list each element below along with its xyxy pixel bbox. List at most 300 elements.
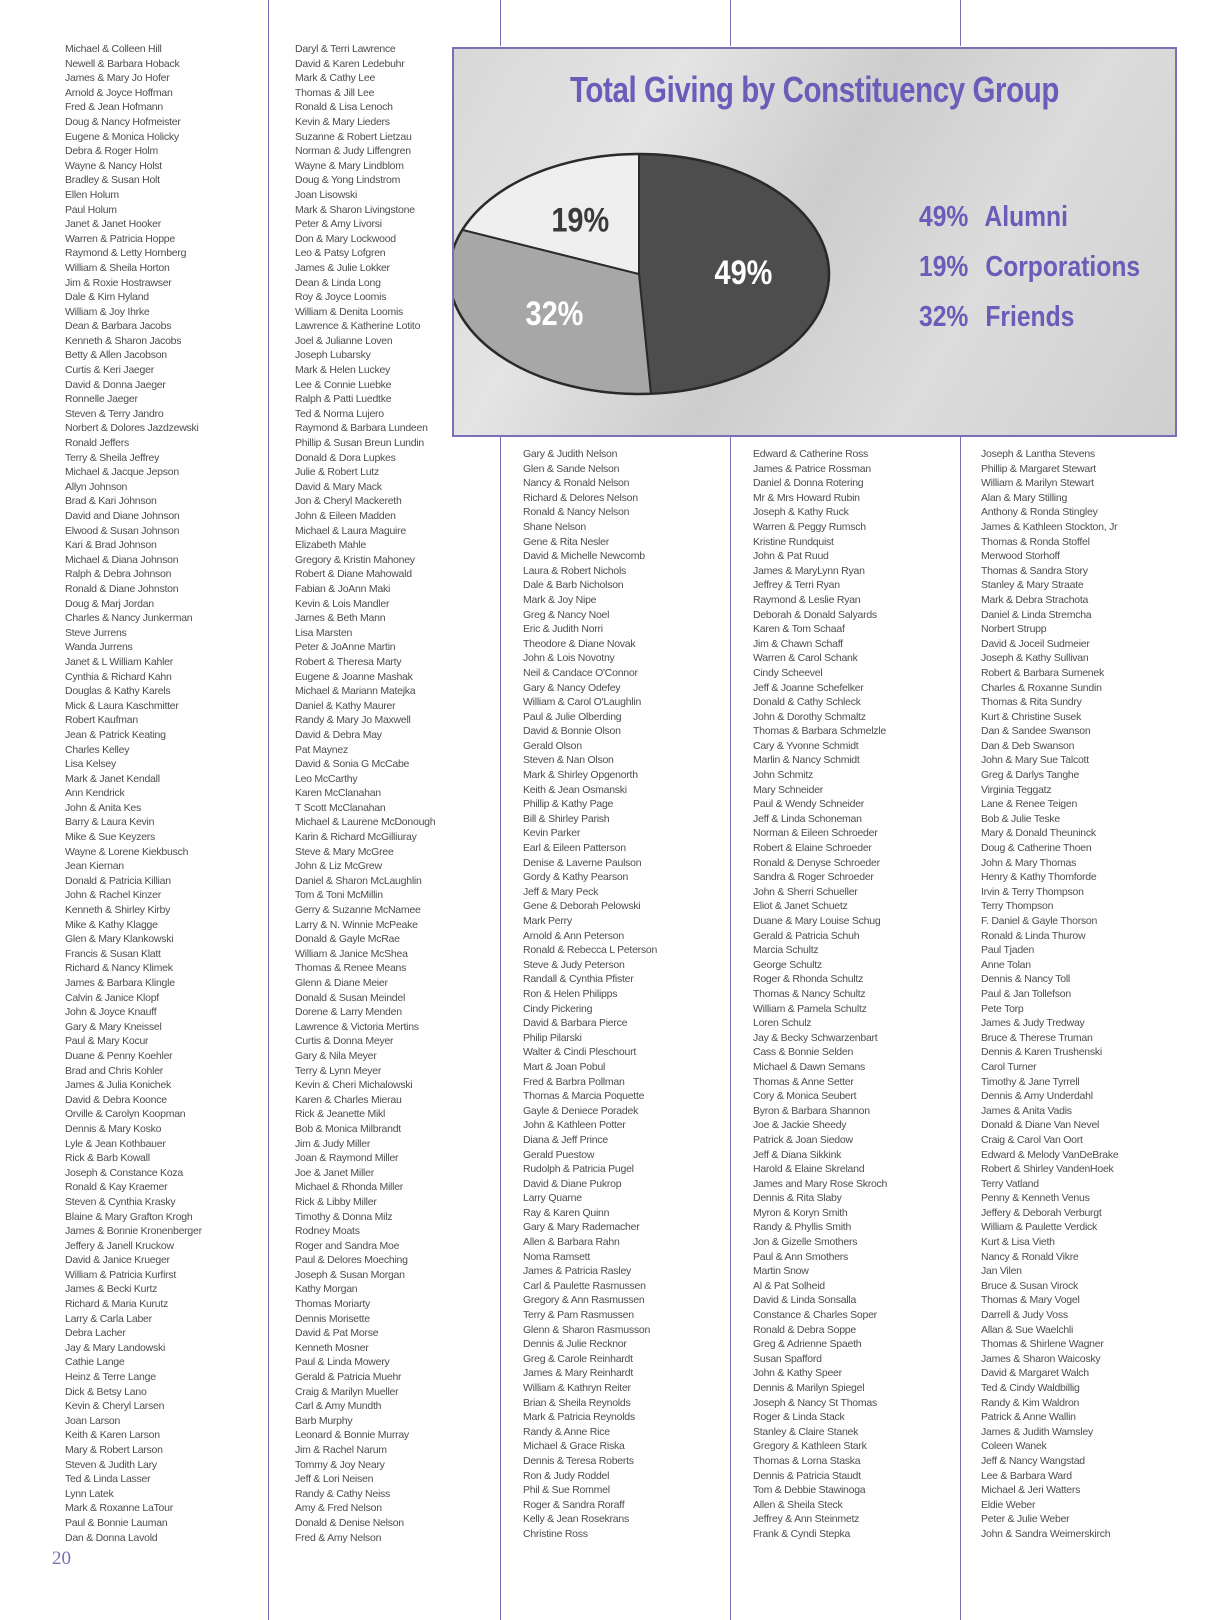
donor-name: Kevin & Cheryl Larsen <box>65 1400 165 1413</box>
donor-name: Ronald & Diane Johnston <box>65 582 179 595</box>
legend-label: Friends <box>985 301 1075 333</box>
donor-name: Cindy Scheevel <box>753 666 823 679</box>
donor-name: Daniel & Donna Rotering <box>753 477 864 490</box>
donor-name: Eldie Weber <box>981 1498 1036 1511</box>
donor-name: Norman & Judy Liffengren <box>295 145 411 158</box>
donor-name: Paul Holum <box>65 203 117 216</box>
donor-name: James & Becki Kurtz <box>65 1283 158 1296</box>
donor-name: Jim & Rachel Narum <box>295 1444 387 1456</box>
donor-name: Terry Thompson <box>981 900 1054 913</box>
donor-name: Kenneth & Sharon Jacobs <box>65 334 182 347</box>
donor-name: Susan Spafford <box>753 1352 822 1365</box>
donor-name: Steven & Judith Lary <box>65 1458 157 1471</box>
donor-name: Karen & Tom Schaaf <box>753 623 845 636</box>
donor-list-column-2 <box>295 42 435 1545</box>
donor-name: Dale & Kim Hyland <box>65 291 149 304</box>
donor-name: T Scott McClanahan <box>295 801 386 814</box>
donor-name: Mark Perry <box>523 915 572 927</box>
donor-name: Steve & Judy Peterson <box>523 958 625 971</box>
donor-name: Gary & Mary Rademacher <box>523 1221 640 1234</box>
chart-title: Total Giving by Constituency Group <box>569 69 1060 110</box>
donor-name: Thomas & Renee Means <box>295 962 407 975</box>
donor-name: Joan & Raymond Miller <box>295 1152 399 1165</box>
donor-name: James & Mary Reinhardt <box>523 1367 634 1380</box>
donor-name: Eugene & Monica Holicky <box>65 130 179 143</box>
donor-name: Ray & Karen Quinn <box>523 1206 610 1219</box>
donor-name: Glen & Sande Nelson <box>523 462 620 475</box>
donor-name: Coleen Wanek <box>981 1440 1047 1453</box>
donor-name: Norbert & Dolores Jazdzewski <box>65 422 199 435</box>
donor-name: Brad & Kari Johnson <box>65 495 157 508</box>
donor-name: Dennis & Julie Recknor <box>523 1338 627 1351</box>
donor-name: David & Janice Krueger <box>65 1254 170 1267</box>
donor-name: Richard & Maria Kurutz <box>65 1298 169 1311</box>
donor-name: Janet & Janet Hooker <box>65 218 161 231</box>
donor-name: Thomas & Jill Lee <box>295 86 375 99</box>
donor-name: David & Debra May <box>295 728 382 741</box>
donor-name: F. Daniel & Gayle Thorson <box>981 915 1098 927</box>
donor-name: Terry Vatland <box>981 1177 1039 1190</box>
donor-name: Bob & Monica Milbrandt <box>295 1122 401 1135</box>
donor-name: Ronald & Lisa Lenoch <box>295 101 393 114</box>
donor-name: Charles Kelley <box>65 743 130 756</box>
donor-name: Ronald & Debra Soppe <box>753 1323 856 1336</box>
donor-name: Bradley & Susan Holt <box>65 174 160 187</box>
donor-name: James & Sharon Waicosky <box>981 1352 1101 1365</box>
donor-name: Rick & Barb Kowall <box>65 1152 150 1165</box>
legend-item-corporations <box>919 251 1140 301</box>
donor-name: Pat Maynez <box>295 743 348 756</box>
donor-name: Mark & Helen Luckey <box>295 364 391 377</box>
donor-name: George Schultz <box>753 958 822 971</box>
donor-name: Glenn & Sharon Rasmusson <box>523 1323 651 1336</box>
donor-name: Mark & Patricia Reynolds <box>523 1411 635 1424</box>
donor-name: Randall & Cynthia Pfister <box>523 973 634 986</box>
donor-name: Jay & Becky Schwarzenbart <box>753 1031 878 1044</box>
donor-name: Dan & Deb Swanson <box>981 739 1075 752</box>
donor-name: Debra & Roger Holm <box>65 145 158 158</box>
donor-name: Virginia Teggatz <box>981 783 1052 796</box>
donor-name: John & Dorothy Schmaltz <box>753 710 866 723</box>
donor-name: Jan Vilen <box>981 1265 1022 1278</box>
donor-name: Thomas & Marcia Poquette <box>523 1090 645 1103</box>
donor-name: John & Mary Thomas <box>981 856 1077 869</box>
donor-name: Henry & Kathy Thomforde <box>981 871 1097 884</box>
donor-name: Patrick & Joan Siedow <box>753 1133 853 1146</box>
donor-name: Wayne & Mary Lindblom <box>295 159 404 172</box>
donor-name: John & Sherri Schueller <box>753 885 858 898</box>
donor-name: Ralph & Patti Luedtke <box>295 393 392 406</box>
donor-name: Randy & Cathy Neiss <box>295 1487 391 1500</box>
donor-name: Cory & Monica Seubert <box>753 1090 857 1103</box>
donor-name: James & Bonnie Kronenberger <box>65 1225 202 1238</box>
donor-name: Mike & Sue Keyzers <box>65 831 156 844</box>
donor-name: Robert & Barbara Sumenek <box>981 666 1104 679</box>
donor-name: Mark & Debra Strachota <box>981 593 1089 606</box>
donor-name: Tom & Toni McMillin <box>295 889 383 902</box>
donor-name: Dick & Betsy Lano <box>65 1385 147 1398</box>
donor-name: Bob & Julie Teske <box>981 812 1061 825</box>
donor-name: Edward & Catherine Ross <box>753 448 869 460</box>
donor-name: Gerald & Patricia Schuh <box>753 929 860 942</box>
donor-name: Frank & Cyndi Stepka <box>753 1527 851 1540</box>
donor-name: Mark & Roxanne LaTour <box>65 1502 173 1515</box>
donor-name: Roger & Sandra Roraff <box>523 1498 625 1511</box>
donor-name: Jeffery & Deborah Verburgt <box>981 1206 1102 1219</box>
donor-name: Daniel & Kathy Maurer <box>295 699 396 712</box>
donor-name: Larry Quarne <box>523 1192 582 1205</box>
donor-name: Diana & Jeff Prince <box>523 1133 608 1146</box>
donor-name: Richard & Delores Nelson <box>523 491 638 504</box>
donor-name: Michael & Jeri Watters <box>981 1484 1081 1497</box>
donor-name: Brad and Chris Kohler <box>65 1064 164 1077</box>
donor-name: William & Marilyn Stewart <box>981 477 1094 490</box>
donor-name: James & Judy Tredway <box>981 1017 1085 1030</box>
donor-name: Shane Nelson <box>523 520 586 533</box>
donor-name: William & Carol O'Laughlin <box>523 696 642 709</box>
donor-name: Ronald & Kay Kraemer <box>65 1181 168 1194</box>
donor-name: John & Sandra Weimerskirch <box>981 1527 1111 1540</box>
donor-name: Eliot & Janet Schuetz <box>753 900 848 913</box>
donor-name: Ronald Jeffers <box>65 437 130 450</box>
donor-name: David & Diane Pukrop <box>523 1177 622 1190</box>
donor-name: Robert & Theresa Marty <box>295 655 402 668</box>
donor-name: Francis & Susan Klatt <box>65 947 161 960</box>
donor-name: Kelly & Jean Rosekrans <box>523 1513 629 1526</box>
donor-name: Philip Pilarski <box>523 1031 582 1044</box>
donor-name: Mr & Mrs Howard Rubin <box>753 491 860 504</box>
donor-name: Jeff & Lori Neisen <box>295 1473 374 1486</box>
donor-name: Michael & Laurene McDonough <box>295 816 436 829</box>
donor-name: James & Patricia Rasley <box>523 1265 632 1278</box>
donor-name: Tom & Debbie Stawinoga <box>753 1484 866 1497</box>
donor-name: Roger & Linda Stack <box>753 1411 845 1424</box>
legend-pct: 19% <box>919 251 969 283</box>
donor-name: Janet & L William Kahler <box>65 655 173 668</box>
donor-name: Mark & Janet Kendall <box>65 772 160 785</box>
donor-name: James & MaryLynn Ryan <box>753 564 865 577</box>
donor-name: Laura & Robert Nichols <box>523 564 627 577</box>
donor-name: Raymond & Barbara Lundeen <box>295 422 428 435</box>
donor-name: Pete Torp <box>981 1002 1024 1015</box>
donor-name: Daryl & Terri Lawrence <box>295 43 396 55</box>
donor-name: Constance & Charles Soper <box>753 1309 877 1322</box>
donor-name: Gerald Puestow <box>523 1148 595 1161</box>
donor-name: Fred & Jean Hofmann <box>65 101 163 114</box>
donor-name: Al & Pat Solheid <box>753 1279 825 1292</box>
donor-name: Steve & Mary McGree <box>295 845 394 858</box>
donor-name: Michael & Colleen Hill <box>65 43 162 55</box>
donor-name: Charles & Roxanne Sundin <box>981 681 1102 694</box>
donor-name: Ronald & Linda Thurow <box>981 929 1086 942</box>
donor-name: Lawrence & Katherine Lotito <box>295 320 421 333</box>
legend-label: Alumni <box>984 201 1068 233</box>
donor-name: Wayne & Nancy Holst <box>65 159 162 172</box>
donor-name: David & Linda Sonsalla <box>753 1294 857 1307</box>
donor-name: John & Anita Kes <box>65 801 141 814</box>
donor-name: Ralph & Debra Johnson <box>65 568 172 581</box>
donor-name: Greg & Nancy Noel <box>523 608 610 621</box>
donor-name: Newell & Barbara Hoback <box>65 57 180 70</box>
giving-chart-panel <box>452 47 1177 437</box>
donor-name: David & Debra Koonce <box>65 1093 167 1106</box>
donor-name: Dennis & Rita Slaby <box>753 1192 842 1205</box>
legend-label: Corporations <box>985 251 1141 283</box>
donor-name: Dan & Donna Lavold <box>65 1531 158 1544</box>
donor-name: Douglas & Kathy Karels <box>65 685 171 698</box>
pie-slice-label: 32% <box>525 293 584 333</box>
donor-name: Marcia Schultz <box>753 944 819 957</box>
donor-name: Donald & Patricia Killian <box>65 874 171 887</box>
donor-name: Kevin & Lois Mandler <box>295 597 390 610</box>
donor-name: Earl & Eileen Patterson <box>523 842 626 855</box>
donor-name: Jon & Gizelle Smothers <box>753 1236 858 1249</box>
donor-name: Robert & Elaine Schroeder <box>753 842 872 855</box>
donor-name: Noma Ramsett <box>523 1250 591 1263</box>
donor-name: Dan & Sandee Swanson <box>981 725 1091 738</box>
donor-name: Deborah & Donald Salyards <box>753 608 877 621</box>
donor-name: Arnold & Joyce Hoffman <box>65 86 173 99</box>
donor-name: Anne Tolan <box>981 958 1031 971</box>
donor-name: Robert Kaufman <box>65 714 138 727</box>
donor-name: Thomas Moriarty <box>295 1298 371 1311</box>
donor-name: Donald & Cathy Schleck <box>753 696 861 709</box>
donor-name: Karen & Charles Mierau <box>295 1093 402 1106</box>
donor-name: Kenneth Mosner <box>295 1341 369 1354</box>
donor-name: James & Barbara Klingle <box>65 977 175 989</box>
donor-name: Heinz & Terre Lange <box>65 1371 156 1384</box>
donor-name: Rick & Jeanette Mikl <box>295 1108 386 1121</box>
donor-name: Ted & Linda Lasser <box>65 1473 151 1486</box>
donor-name: Steven & Cynthia Krasky <box>65 1195 176 1208</box>
donor-name: Glen & Mary Klankowski <box>65 933 174 946</box>
donor-name: Denise & Laverne Paulson <box>523 856 642 869</box>
donor-name: Myron & Koryn Smith <box>753 1206 848 1219</box>
donor-name: Kevin & Mary Lieders <box>295 115 390 128</box>
donor-name: Peter & Amy Livorsi <box>295 218 382 231</box>
donor-name: Lawrence & Victoria Mertins <box>295 1020 419 1033</box>
donor-name: Sandra & Roger Schroeder <box>753 871 874 884</box>
donor-name: Paul & Jan Tollefson <box>981 987 1071 1000</box>
donor-name: William & Pamela Schultz <box>753 1002 867 1015</box>
donor-name: Warren & Patricia Hoppe <box>65 232 175 245</box>
donor-name: Dennis & Mary Kosko <box>65 1122 162 1135</box>
donor-name: James & Julie Lokker <box>295 261 390 274</box>
donor-name: Dale & Barb Nicholson <box>523 579 624 592</box>
donor-name: Michael & Dawn Semans <box>753 1060 866 1073</box>
donor-name: Doug & Yong Lindstrom <box>295 174 401 187</box>
donor-name: Greg & Carole Reinhardt <box>523 1352 633 1365</box>
donor-name: Doug & Nancy Hofmeister <box>65 115 181 128</box>
donor-name: David & Michelle Newcomb <box>523 550 645 563</box>
column-divider <box>960 0 961 46</box>
donor-list-column-3 <box>523 447 657 1542</box>
donor-name: Mary Schneider <box>753 783 824 796</box>
donor-name: Jeffery & Janell Kruckow <box>65 1239 174 1252</box>
donor-name: Duane & Mary Louise Schug <box>753 915 881 927</box>
donor-name: Randy & Kim Waldron <box>981 1396 1080 1409</box>
donor-name: Kari & Brad Johnson <box>65 539 157 552</box>
donor-name: Barb Murphy <box>295 1414 353 1427</box>
donor-name: Kristine Rundquist <box>753 535 834 548</box>
donor-name: Lisa Marsten <box>295 626 353 639</box>
donor-name: Ron & Helen Philipps <box>523 987 618 1000</box>
donor-name: Jay & Mary Landowski <box>65 1341 166 1354</box>
donor-name: Gene & Deborah Pelowski <box>523 900 641 913</box>
donor-name: Doug & Catherine Thoen <box>981 842 1092 855</box>
donor-name: Leo & Patsy Lofgren <box>295 247 386 260</box>
donor-name: David & Margaret Walch <box>981 1367 1089 1380</box>
donor-name: Gerald Olson <box>523 739 582 752</box>
donor-name: Jeff & Linda Schoneman <box>753 812 862 825</box>
donor-name: Mark & Sharon Livingstone <box>295 203 415 216</box>
donor-name: David & Donna Jaeger <box>65 378 166 391</box>
column-divider <box>268 0 269 1620</box>
donor-name: Marlin & Nancy Schmidt <box>753 754 860 767</box>
donor-name: Jeffrey & Ann Steinmetz <box>753 1513 860 1526</box>
donor-name: Gary & Nancy Odefey <box>523 681 621 694</box>
donor-name: Roy & Joyce Loomis <box>295 291 387 304</box>
donor-name: Jim & Chawn Schaff <box>753 637 843 650</box>
donor-name: Phil & Sue Rommel <box>523 1484 610 1497</box>
donor-name: David & Pat Morse <box>295 1327 379 1340</box>
donor-name: Allen & Sheila Steck <box>753 1498 843 1511</box>
donor-name: John & Joyce Knauff <box>65 1006 157 1019</box>
donor-name: Fabian & JoAnn Maki <box>295 582 391 595</box>
pie-slice-label: 49% <box>714 252 773 292</box>
donor-name: Gayle & Deniece Poradek <box>523 1104 639 1117</box>
donor-name: Randy & Phyllis Smith <box>753 1221 852 1234</box>
donor-name: Michael & Grace Riska <box>523 1440 625 1453</box>
donor-name: Gregory & Ann Rasmussen <box>523 1294 645 1307</box>
donor-name: Leo McCarthy <box>295 772 358 785</box>
donor-name: John Schmitz <box>753 769 814 782</box>
donor-name: Paul Tjaden <box>981 944 1035 957</box>
donor-name: Phillip & Susan Breun Lundin <box>295 437 425 450</box>
donor-name: Paul & Delores Moeching <box>295 1254 408 1267</box>
donor-name: Steve Jurrens <box>65 626 127 639</box>
donor-name: Joseph & Nancy St Thomas <box>753 1396 877 1409</box>
donor-name: Rudolph & Patricia Pugel <box>523 1163 634 1176</box>
donor-list-column-1 <box>65 42 202 1545</box>
donor-name: Ellen Holum <box>65 188 119 201</box>
donor-name: Arnold & Ann Peterson <box>523 929 624 942</box>
donor-name: Mike & Kathy Klagge <box>65 918 158 931</box>
donor-name: Bruce & Therese Truman <box>981 1031 1093 1044</box>
donor-name: William & Joy Ihrke <box>65 305 150 318</box>
donor-name: Blaine & Mary Grafton Krogh <box>65 1210 193 1223</box>
donor-name: Thomas & Sandra Story <box>981 564 1088 577</box>
donor-name: Joseph & Constance Koza <box>65 1166 183 1179</box>
donor-name: Ron & Judy Roddel <box>523 1469 610 1482</box>
donor-name: Thomas & Rita Sundry <box>981 696 1082 709</box>
donor-name: Robert & Diane Mahowald <box>295 568 412 581</box>
donor-name: John & Mary Sue Talcott <box>981 754 1089 767</box>
donor-name: Kevin Parker <box>523 827 581 840</box>
donor-name: Michael & Jacque Jepson <box>65 466 179 479</box>
donor-name: Peter & Julie Weber <box>981 1513 1070 1526</box>
donor-name: Thomas & Ronda Stoffel <box>981 535 1090 548</box>
donor-name: Brian & Sheila Reynolds <box>523 1396 631 1409</box>
column-divider <box>500 437 501 1620</box>
donor-name: Thomas & Shirlene Wagner <box>981 1338 1104 1351</box>
donor-name: Ann Kendrick <box>65 787 125 800</box>
donor-name: Loren Schulz <box>753 1017 812 1030</box>
donor-name: Dorene & Larry Menden <box>295 1006 402 1019</box>
column-divider <box>500 0 501 46</box>
donor-name: Jeff & Joanne Schefelker <box>753 681 864 694</box>
donor-name: Mary & Robert Larson <box>65 1444 163 1456</box>
donor-name: Orville & Carolyn Koopman <box>65 1108 186 1121</box>
donor-name: Betty & Allen Jacobson <box>65 349 167 362</box>
donor-name: Paul & Ann Smothers <box>753 1250 849 1263</box>
column-divider <box>730 0 731 46</box>
donor-name: Elizabeth Mahle <box>295 539 366 552</box>
donor-name: William & Janice McShea <box>295 947 408 960</box>
donor-name: Gary & Judith Nelson <box>523 448 618 460</box>
donor-name: Barry & Laura Kevin <box>65 816 155 829</box>
donor-name: Amy & Fred Nelson <box>295 1502 382 1515</box>
donor-name: Michael & Rhonda Miller <box>295 1181 404 1194</box>
donor-name: James & Patrice Rossman <box>753 462 871 475</box>
donor-name: Lynn Latek <box>65 1487 114 1500</box>
legend-item-alumni <box>919 201 1140 251</box>
donor-name: Michael & Laura Maguire <box>295 524 406 537</box>
donor-name: Bruce & Susan Virock <box>981 1279 1078 1292</box>
donor-name: Paul & Mary Kocur <box>65 1035 149 1048</box>
donor-name: Byron & Barbara Shannon <box>753 1104 870 1117</box>
donor-name: Tommy & Joy Neary <box>295 1458 385 1471</box>
donor-name: William & Kathryn Reiter <box>523 1382 631 1394</box>
donor-name: Eric & Judith Norri <box>523 623 603 636</box>
donor-name: Kurt & Lisa Vieth <box>981 1236 1055 1249</box>
donor-name: Mart & Joan Pobul <box>523 1060 606 1073</box>
donor-name: Donald & Diane Van Nevel <box>981 1119 1100 1132</box>
donor-name: Stanley & Mary Straate <box>981 579 1084 592</box>
donor-name: Thomas & Lorna Staska <box>753 1454 861 1467</box>
donor-name: Jean Kiernan <box>65 860 124 873</box>
donor-name: Keith & Karen Larson <box>65 1429 160 1442</box>
donor-name: Joseph & Kathy Sullivan <box>981 652 1089 665</box>
donor-name: James & Anita Vadis <box>981 1104 1072 1117</box>
donor-name: Paul & Linda Mowery <box>295 1356 390 1369</box>
donor-name: Curtis & Keri Jaeger <box>65 364 154 377</box>
donor-name: Randy & Anne Rice <box>523 1425 610 1438</box>
donor-name: John & Liz McGrew <box>295 860 382 873</box>
chart-legend <box>919 201 1177 351</box>
donor-name: David and Diane Johnson <box>65 510 180 522</box>
donor-name: Phillip & Margaret Stewart <box>981 462 1096 475</box>
donor-name: Jeff & Mary Peck <box>523 885 599 898</box>
donor-name: John & Kathy Speer <box>753 1367 842 1380</box>
donor-name: Gene & Rita Nesler <box>523 535 609 548</box>
donor-name: Don & Mary Lockwood <box>295 232 396 245</box>
donor-name: Dennis & Marilyn Spiegel <box>753 1382 865 1394</box>
donor-name: Joe & Janet Miller <box>295 1166 374 1179</box>
donor-name: John & Pat Ruud <box>753 550 829 563</box>
donor-name: Charles & Nancy Junkerman <box>65 612 193 625</box>
donor-name: Greg & Adrienne Spaeth <box>753 1338 862 1351</box>
donor-name: Norbert Strupp <box>981 623 1047 636</box>
donor-name: Christine Ross <box>523 1527 588 1540</box>
donor-name: Larry & Carla Laber <box>65 1312 152 1325</box>
donor-name: Rodney Moats <box>295 1225 360 1238</box>
donor-name: Joe & Jackie Sheedy <box>753 1119 847 1132</box>
donor-name: Doug & Marj Jordan <box>65 597 154 610</box>
donor-name: Robert & Shirley VandenHoek <box>981 1163 1114 1176</box>
donor-name: Rick & Libby Miller <box>295 1195 377 1208</box>
donor-name: Roger & Rhonda Schultz <box>753 973 864 986</box>
